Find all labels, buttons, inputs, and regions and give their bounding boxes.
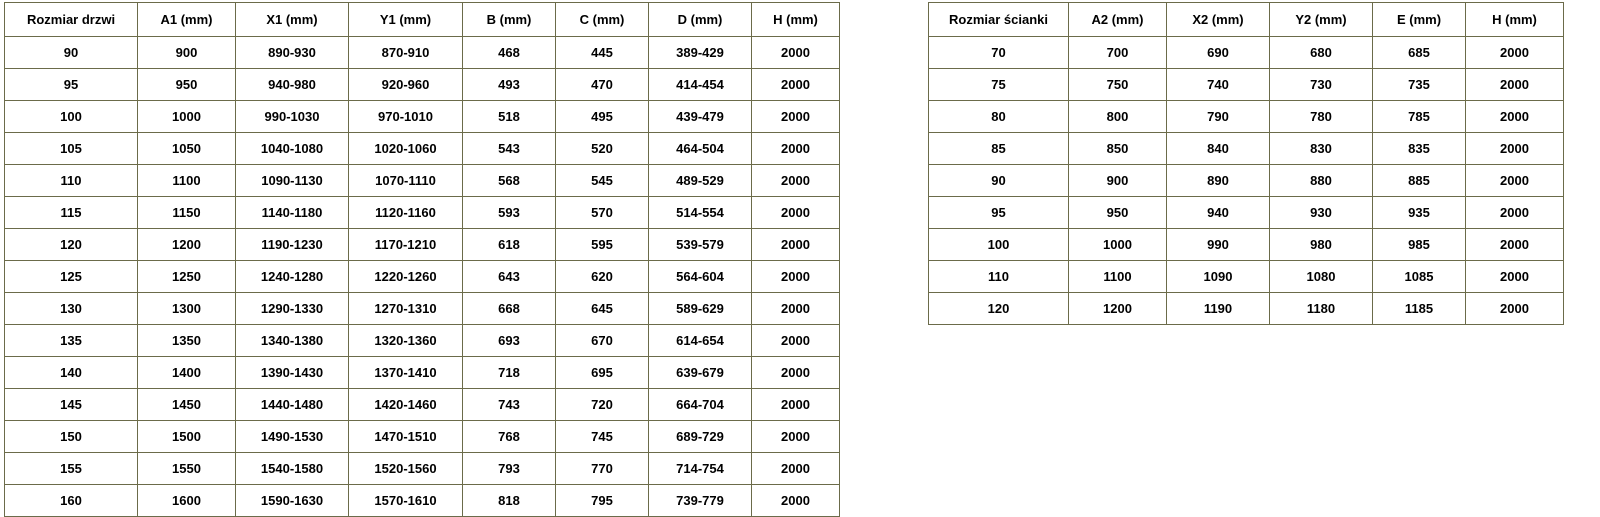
- cell: 1120-1160: [349, 197, 463, 229]
- table-row: [5, 101, 840, 133]
- cell: 100: [5, 101, 138, 133]
- table-row: [5, 453, 840, 485]
- cell: 1520-1560: [349, 453, 463, 485]
- cell: 740: [1167, 69, 1270, 101]
- cell: 95: [929, 197, 1069, 229]
- cell: 1400: [138, 357, 236, 389]
- cell: 100: [929, 229, 1069, 261]
- cell: 90: [5, 37, 138, 69]
- column-header-y2: Y2 (mm): [1270, 3, 1373, 37]
- cell: 720: [556, 389, 649, 421]
- cell: 830: [1270, 133, 1373, 165]
- cell: 595: [556, 229, 649, 261]
- cell: 1320-1360: [349, 325, 463, 357]
- cell: 1085: [1373, 261, 1466, 293]
- cell: 790: [1167, 101, 1270, 133]
- cell: 1000: [1069, 229, 1167, 261]
- cell: 618: [463, 229, 556, 261]
- table-row: [5, 261, 840, 293]
- cell: 85: [929, 133, 1069, 165]
- cell: 414-454: [649, 69, 752, 101]
- cell: 493: [463, 69, 556, 101]
- cell: 795: [556, 485, 649, 517]
- cell: 2000: [752, 101, 840, 133]
- cell: 140: [5, 357, 138, 389]
- table-row: [5, 325, 840, 357]
- cell: 115: [5, 197, 138, 229]
- cell: 1190-1230: [236, 229, 349, 261]
- cell: 2000: [1466, 69, 1564, 101]
- cell: 110: [929, 261, 1069, 293]
- cell: 890: [1167, 165, 1270, 197]
- cell: 643: [463, 261, 556, 293]
- cell: 2000: [752, 389, 840, 421]
- table-row: [5, 421, 840, 453]
- cell: 145: [5, 389, 138, 421]
- cell: 970-1010: [349, 101, 463, 133]
- table-row: [929, 37, 1564, 69]
- door-size-table-container: [4, 2, 840, 517]
- cell: 940: [1167, 197, 1270, 229]
- table-row: [929, 133, 1564, 165]
- table-row: [5, 229, 840, 261]
- cell: 155: [5, 453, 138, 485]
- table-row: [929, 229, 1564, 261]
- table-row: [929, 101, 1564, 133]
- cell: 700: [1069, 37, 1167, 69]
- cell: 1250: [138, 261, 236, 293]
- cell: 514-554: [649, 197, 752, 229]
- cell: 70: [929, 37, 1069, 69]
- table-row: [5, 357, 840, 389]
- cell: 2000: [752, 485, 840, 517]
- table-header-row: [5, 3, 840, 37]
- cell: 568: [463, 165, 556, 197]
- cell: 1090: [1167, 261, 1270, 293]
- cell: 870-910: [349, 37, 463, 69]
- cell: 793: [463, 453, 556, 485]
- cell: 2000: [752, 293, 840, 325]
- cell: 950: [138, 69, 236, 101]
- cell: 1270-1310: [349, 293, 463, 325]
- cell: 120: [929, 293, 1069, 325]
- table-row: [5, 69, 840, 101]
- cell: 120: [5, 229, 138, 261]
- cell: 739-779: [649, 485, 752, 517]
- cell: 743: [463, 389, 556, 421]
- cell: 1390-1430: [236, 357, 349, 389]
- cell: 125: [5, 261, 138, 293]
- cell: 2000: [1466, 197, 1564, 229]
- cell: 1350: [138, 325, 236, 357]
- cell: 1220-1260: [349, 261, 463, 293]
- cell: 1300: [138, 293, 236, 325]
- cell: 468: [463, 37, 556, 69]
- cell: 1050: [138, 133, 236, 165]
- cell: 835: [1373, 133, 1466, 165]
- cell: 940-980: [236, 69, 349, 101]
- cell: 1540-1580: [236, 453, 349, 485]
- cell: 593: [463, 197, 556, 229]
- cell: 693: [463, 325, 556, 357]
- cell: 639-679: [649, 357, 752, 389]
- cell: 668: [463, 293, 556, 325]
- wall-size-table-container: [928, 2, 1564, 325]
- cell: 445: [556, 37, 649, 69]
- cell: 75: [929, 69, 1069, 101]
- cell: 135: [5, 325, 138, 357]
- table-row: [5, 197, 840, 229]
- cell: 570: [556, 197, 649, 229]
- column-header-a2: A2 (mm): [1069, 3, 1167, 37]
- cell: 543: [463, 133, 556, 165]
- cell: 985: [1373, 229, 1466, 261]
- cell: 1180: [1270, 293, 1373, 325]
- cell: 2000: [1466, 37, 1564, 69]
- cell: 1600: [138, 485, 236, 517]
- cell: 389-429: [649, 37, 752, 69]
- cell: 990-1030: [236, 101, 349, 133]
- column-header-rozmiar-drzwi: Rozmiar drzwi: [5, 3, 138, 37]
- cell: 1570-1610: [349, 485, 463, 517]
- cell: 980: [1270, 229, 1373, 261]
- cell: 1185: [1373, 293, 1466, 325]
- cell: 785: [1373, 101, 1466, 133]
- cell: 1370-1410: [349, 357, 463, 389]
- cell: 2000: [752, 165, 840, 197]
- cell: 1550: [138, 453, 236, 485]
- cell: 1040-1080: [236, 133, 349, 165]
- cell: 690: [1167, 37, 1270, 69]
- cell: 900: [1069, 165, 1167, 197]
- column-header-d: D (mm): [649, 3, 752, 37]
- cell: 90: [929, 165, 1069, 197]
- column-header-x1: X1 (mm): [236, 3, 349, 37]
- cell: 930: [1270, 197, 1373, 229]
- cell: 470: [556, 69, 649, 101]
- cell: 1100: [1069, 261, 1167, 293]
- cell: 900: [138, 37, 236, 69]
- cell: 1420-1460: [349, 389, 463, 421]
- cell: 489-529: [649, 165, 752, 197]
- cell: 680: [1270, 37, 1373, 69]
- cell: 935: [1373, 197, 1466, 229]
- cell: 1070-1110: [349, 165, 463, 197]
- table-row: [929, 69, 1564, 101]
- cell: 160: [5, 485, 138, 517]
- cell: 495: [556, 101, 649, 133]
- cell: 890-930: [236, 37, 349, 69]
- table-row: [929, 293, 1564, 325]
- cell: 718: [463, 357, 556, 389]
- table-row: [5, 165, 840, 197]
- cell: 730: [1270, 69, 1373, 101]
- cell: 2000: [752, 421, 840, 453]
- cell: 1140-1180: [236, 197, 349, 229]
- cell: 589-629: [649, 293, 752, 325]
- cell: 545: [556, 165, 649, 197]
- cell: 800: [1069, 101, 1167, 133]
- cell: 2000: [1466, 165, 1564, 197]
- wall-size-table: [928, 2, 1564, 325]
- table-row: [5, 389, 840, 421]
- cell: 840: [1167, 133, 1270, 165]
- cell: 1190: [1167, 293, 1270, 325]
- cell: 2000: [752, 133, 840, 165]
- table-row: [5, 293, 840, 325]
- table-header: [929, 3, 1564, 37]
- cell: 80: [929, 101, 1069, 133]
- cell: 539-579: [649, 229, 752, 261]
- cell: 1000: [138, 101, 236, 133]
- cell: 745: [556, 421, 649, 453]
- cell: 714-754: [649, 453, 752, 485]
- column-header-rozmiar-scianki: Rozmiar ścianki: [929, 3, 1069, 37]
- cell: 620: [556, 261, 649, 293]
- cell: 1090-1130: [236, 165, 349, 197]
- cell: 850: [1069, 133, 1167, 165]
- cell: 439-479: [649, 101, 752, 133]
- table-row: [929, 261, 1564, 293]
- cell: 2000: [752, 37, 840, 69]
- table-row: [5, 485, 840, 517]
- cell: 95: [5, 69, 138, 101]
- cell: 2000: [1466, 293, 1564, 325]
- table-row: [5, 133, 840, 165]
- cell: 150: [5, 421, 138, 453]
- cell: 2000: [752, 197, 840, 229]
- cell: 695: [556, 357, 649, 389]
- column-header-e: E (mm): [1373, 3, 1466, 37]
- cell: 2000: [1466, 229, 1564, 261]
- cell: 920-960: [349, 69, 463, 101]
- cell: 1170-1210: [349, 229, 463, 261]
- cell: 130: [5, 293, 138, 325]
- column-header-a1: A1 (mm): [138, 3, 236, 37]
- table-row: [929, 197, 1564, 229]
- cell: 105: [5, 133, 138, 165]
- column-header-h: H (mm): [752, 3, 840, 37]
- cell: 689-729: [649, 421, 752, 453]
- cell: 664-704: [649, 389, 752, 421]
- cell: 750: [1069, 69, 1167, 101]
- cell: 735: [1373, 69, 1466, 101]
- cell: 818: [463, 485, 556, 517]
- cell: 1470-1510: [349, 421, 463, 453]
- cell: 564-604: [649, 261, 752, 293]
- cell: 614-654: [649, 325, 752, 357]
- table-row: [929, 165, 1564, 197]
- cell: 770: [556, 453, 649, 485]
- cell: 2000: [752, 453, 840, 485]
- cell: 1590-1630: [236, 485, 349, 517]
- cell: 1100: [138, 165, 236, 197]
- cell: 990: [1167, 229, 1270, 261]
- table-header-row: [929, 3, 1564, 37]
- cell: 520: [556, 133, 649, 165]
- column-header-b: B (mm): [463, 3, 556, 37]
- cell: 2000: [752, 325, 840, 357]
- cell: 885: [1373, 165, 1466, 197]
- cell: 110: [5, 165, 138, 197]
- cell: 1240-1280: [236, 261, 349, 293]
- cell: 1490-1530: [236, 421, 349, 453]
- table-header: [5, 3, 840, 37]
- cell: 685: [1373, 37, 1466, 69]
- cell: 2000: [752, 69, 840, 101]
- cell: 1290-1330: [236, 293, 349, 325]
- cell: 1500: [138, 421, 236, 453]
- cell: 1450: [138, 389, 236, 421]
- cell: 2000: [1466, 101, 1564, 133]
- cell: 768: [463, 421, 556, 453]
- cell: 1080: [1270, 261, 1373, 293]
- column-header-c: C (mm): [556, 3, 649, 37]
- cell: 1150: [138, 197, 236, 229]
- cell: 2000: [752, 357, 840, 389]
- cell: 518: [463, 101, 556, 133]
- cell: 950: [1069, 197, 1167, 229]
- cell: 1200: [138, 229, 236, 261]
- cell: 2000: [752, 261, 840, 293]
- cell: 1020-1060: [349, 133, 463, 165]
- cell: 670: [556, 325, 649, 357]
- table-body: [929, 37, 1564, 325]
- cell: 780: [1270, 101, 1373, 133]
- cell: 645: [556, 293, 649, 325]
- cell: 1340-1380: [236, 325, 349, 357]
- cell: 2000: [752, 229, 840, 261]
- cell: 2000: [1466, 133, 1564, 165]
- table-row: [5, 37, 840, 69]
- cell: 1200: [1069, 293, 1167, 325]
- table-body: [5, 37, 840, 517]
- column-header-x2: X2 (mm): [1167, 3, 1270, 37]
- cell: 880: [1270, 165, 1373, 197]
- column-header-h: H (mm): [1466, 3, 1564, 37]
- cell: 464-504: [649, 133, 752, 165]
- door-size-table: [4, 2, 840, 517]
- cell: 2000: [1466, 261, 1564, 293]
- column-header-y1: Y1 (mm): [349, 3, 463, 37]
- cell: 1440-1480: [236, 389, 349, 421]
